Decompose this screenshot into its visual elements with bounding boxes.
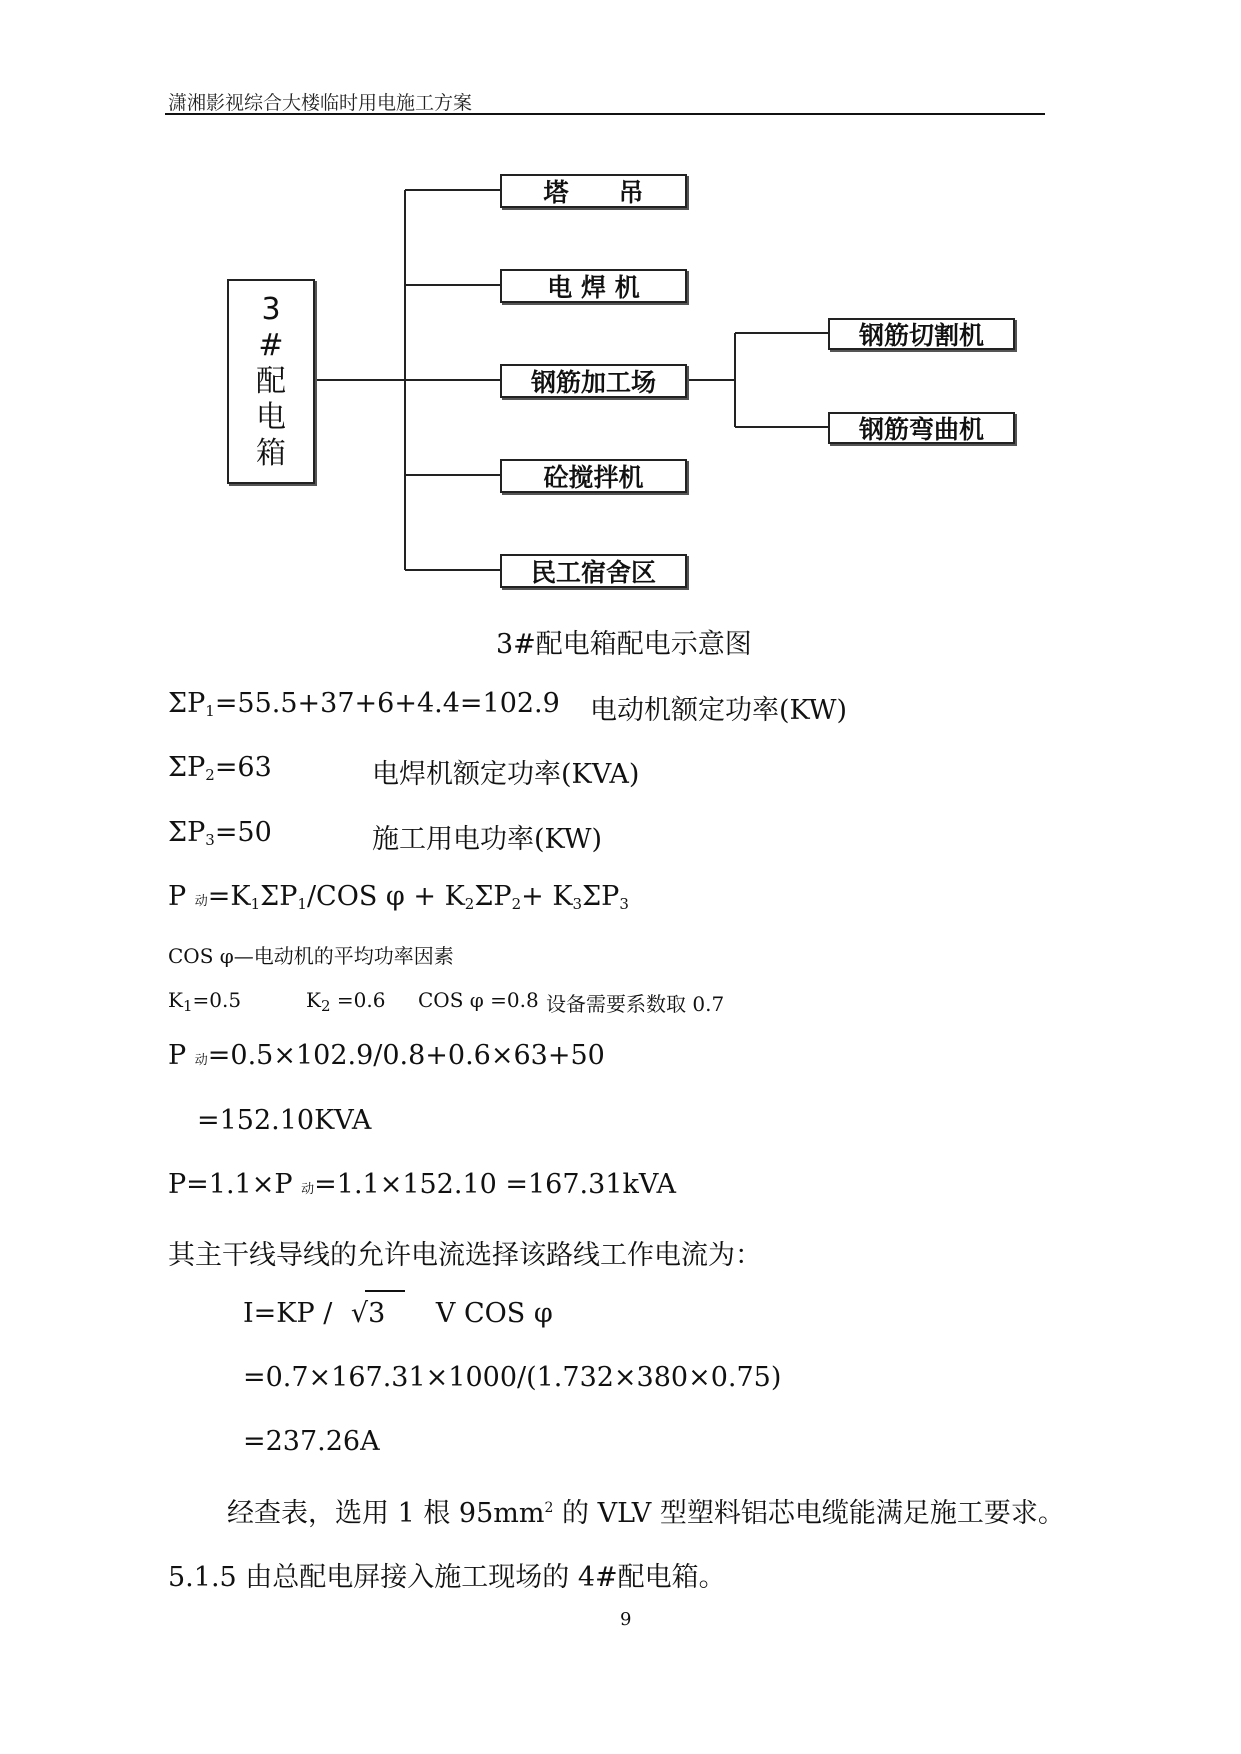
coefficient-k2: $K_2 =0.6$	[306, 988, 386, 1015]
source-char: #	[258, 327, 284, 363]
formula-p1: $\Sigma P_1=55.5+37+6+4.4=102.9$	[168, 688, 560, 720]
calc-p-dong-result: =152.10KVA	[197, 1105, 372, 1136]
coefficient-cos: COS φ =0.8	[418, 988, 539, 1012]
document-header-title: 潇湘影视综合大楼临时用电施工方案	[168, 92, 473, 114]
source-char: 电	[256, 399, 286, 435]
source-char: 3	[261, 291, 281, 327]
sqrt-bar	[365, 1290, 405, 1292]
branch-box-welder: 电 焊 机	[500, 269, 687, 303]
page-number: 9	[620, 1609, 632, 1630]
branch-box-worker-dorm: 民工宿舍区	[500, 554, 687, 588]
conclusion: 经查表，选用 1 根 $95mm^2$ 的 VLV 型塑料铝芯电缆能满足施工要求。	[227, 1498, 1065, 1529]
coefficient-k1: $K_1=0.5$	[168, 988, 242, 1015]
source-char: 配	[256, 363, 286, 399]
formula-p3-desc: 施工用电功率(KW)	[372, 824, 603, 855]
formula-p1-desc: 电动机额定功率(KW)	[590, 695, 848, 726]
formula-p2: $\Sigma P_2=63$	[168, 752, 272, 784]
formula-p-dong: P 动$=K_1\Sigma P_1$/COS $\varphi + K_2\Sigma P_2+ K_3\Sigma P_3$	[168, 881, 629, 913]
formula-p2-desc: 电焊机额定功率(KVA)	[372, 759, 640, 790]
sqrt-3: √3	[351, 1298, 385, 1329]
source-box-3	[227, 279, 315, 484]
current-result: =237.26A	[243, 1426, 380, 1457]
current-calc: =0.7×167.31×1000/(1.732×380×0.75)	[243, 1362, 782, 1393]
current-intro: 其主干线导线的允许电流选择该路线工作电流为：	[168, 1240, 762, 1271]
formula-p3: $\Sigma P_3=50$	[168, 817, 272, 849]
cos-phi-note: COS φ—电动机的平均功率因素	[168, 944, 454, 968]
sub-box-rebar-bender: 钢筋弯曲机	[828, 412, 1015, 444]
branch-box-concrete-mixer: 砼搅拌机	[500, 459, 687, 493]
diagram-connectors	[0, 0, 1241, 620]
next-section-heading: 5.1.5 由总配电屏接入施工现场的 4#配电箱。	[168, 1562, 726, 1593]
diagram-caption: 3#配电箱配电示意图	[496, 629, 752, 660]
branch-box-tower-crane: 塔 吊	[500, 174, 687, 208]
coefficient-note: 设备需要系数取 0.7	[546, 992, 725, 1016]
calc-p-total: P=1.1×P 动=1.1×152.10 =167.31kVA	[168, 1169, 677, 1200]
current-formula: I=KP / √3 V COS φ	[243, 1298, 553, 1329]
distribution-diagram	[0, 0, 1241, 620]
branch-box-rebar-yard: 钢筋加工场	[500, 364, 687, 398]
calc-p-dong: P 动=0.5×102.9/0.8+0.6×63+50	[168, 1040, 605, 1071]
sub-box-rebar-cutter: 钢筋切割机	[828, 318, 1015, 350]
source-char: 箱	[256, 435, 286, 471]
